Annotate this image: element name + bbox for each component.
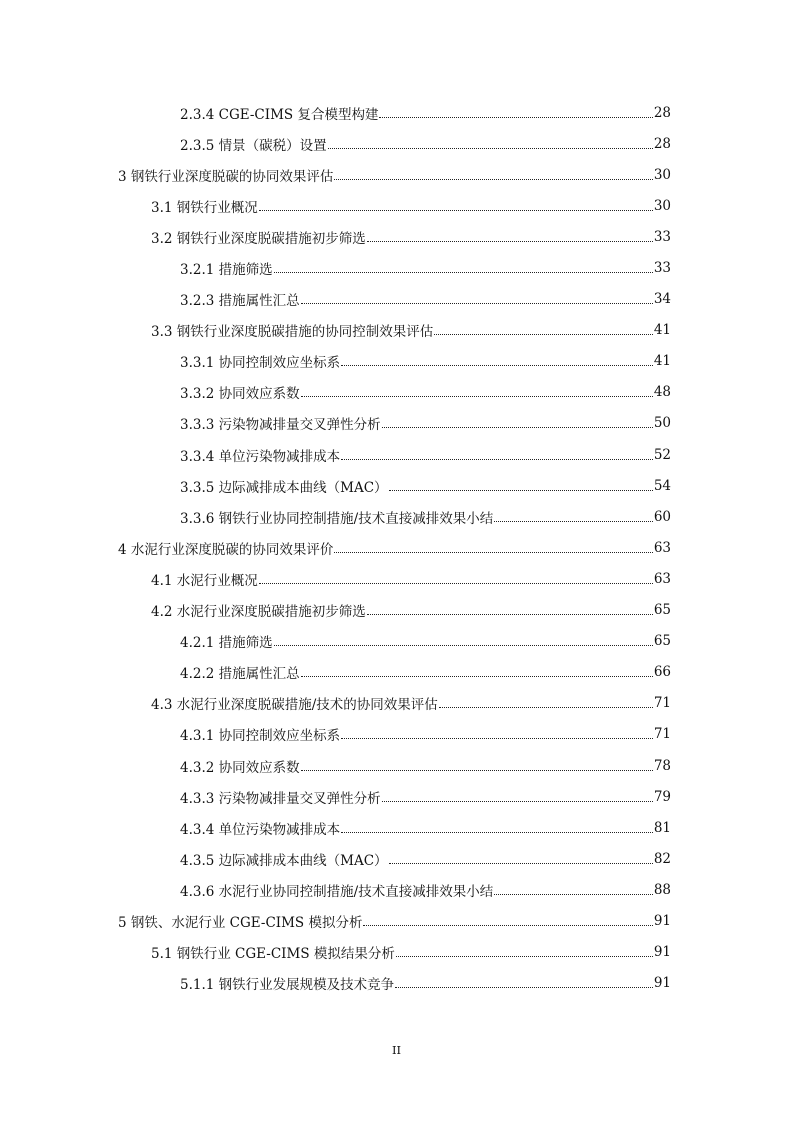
- dot-leader: [367, 240, 653, 242]
- toc-entry-page: 82: [653, 850, 671, 867]
- toc-entry[interactable]: [0, 812, 793, 843]
- toc-entry-page: 41: [653, 353, 671, 370]
- toc-entry[interactable]: [0, 128, 793, 159]
- toc-entry-page: 91: [653, 944, 671, 961]
- toc-entry-page: 79: [653, 788, 671, 805]
- toc-entry[interactable]: [0, 284, 793, 315]
- toc-entry[interactable]: [0, 719, 793, 750]
- toc-entry-page: 41: [653, 322, 671, 339]
- toc-entry-title: 3.3.6 钢铁行业协同控制措施/技术直接减排效果小结: [180, 510, 494, 527]
- dot-leader: [301, 302, 653, 304]
- toc-entry[interactable]: [0, 377, 793, 408]
- toc-entry[interactable]: [0, 190, 793, 221]
- toc-entry[interactable]: [0, 905, 793, 936]
- toc-entry[interactable]: [0, 470, 793, 501]
- toc-entry-title: 4.3.6 水泥行业协同控制措施/技术直接减排效果小结: [180, 883, 494, 900]
- toc-entry-page: 34: [653, 291, 671, 308]
- toc-entry-title: 4.3.5 边际减排成本曲线（MAC）: [180, 852, 388, 869]
- dot-leader: [494, 520, 653, 522]
- toc-entry-page: 30: [653, 197, 671, 214]
- dot-leader: [259, 582, 653, 584]
- toc-entry-page: 33: [653, 228, 671, 245]
- dot-leader: [274, 644, 653, 646]
- toc-entry[interactable]: [0, 781, 793, 812]
- toc-entry[interactable]: [0, 252, 793, 283]
- dot-leader: [334, 178, 652, 180]
- toc-entry[interactable]: [0, 501, 793, 532]
- table-of-contents: [0, 97, 793, 999]
- dot-leader: [301, 769, 653, 771]
- toc-entry-title: 4.2.1 措施筛选: [180, 635, 273, 652]
- dot-leader: [367, 613, 653, 615]
- toc-entry[interactable]: [0, 626, 793, 657]
- toc-entry-title: 4.3 水泥行业深度脱碳措施/技术的协同效果评估: [151, 697, 438, 714]
- toc-entry-title: 5 钢铁、水泥行业 CGE-CIMS 模拟分析: [118, 914, 363, 931]
- toc-entry-title: 3.2 钢铁行业深度脱碳措施初步筛选: [151, 230, 366, 247]
- toc-entry-page: 60: [653, 508, 671, 525]
- toc-entry-page: 52: [653, 446, 671, 463]
- toc-entry[interactable]: [0, 595, 793, 626]
- toc-entry-page: 71: [653, 695, 671, 712]
- toc-entry-title: 3.3 钢铁行业深度脱碳措施的协同控制效果评估: [151, 324, 434, 341]
- toc-entry-title: 4.1 水泥行业概况: [151, 572, 258, 589]
- toc-entry[interactable]: [0, 657, 793, 688]
- toc-entry[interactable]: [0, 874, 793, 905]
- toc-entry-title: 4.3.4 单位污染物减排成本: [180, 821, 341, 838]
- dot-leader: [389, 862, 653, 864]
- toc-entry-title: 3.2.3 措施属性汇总: [180, 293, 300, 310]
- dot-leader: [382, 800, 653, 802]
- dot-leader: [341, 364, 653, 366]
- dot-leader: [301, 675, 653, 677]
- toc-entry[interactable]: [0, 97, 793, 128]
- toc-entry-page: 81: [653, 819, 671, 836]
- toc-entry-page: 65: [653, 633, 671, 650]
- dot-leader: [259, 209, 653, 211]
- dot-leader: [341, 831, 653, 833]
- dot-leader: [301, 395, 653, 397]
- toc-entry-page: 28: [653, 104, 671, 121]
- toc-entry-page: 78: [653, 757, 671, 774]
- toc-entry[interactable]: [0, 439, 793, 470]
- toc-entry-page: 66: [653, 664, 671, 681]
- toc-entry[interactable]: [0, 750, 793, 781]
- toc-entry-page: 30: [653, 166, 671, 183]
- toc-entry-title: 4.2 水泥行业深度脱碳措施初步筛选: [151, 604, 366, 621]
- toc-entry-page: 48: [653, 384, 671, 401]
- dot-leader: [334, 551, 652, 553]
- toc-entry-page: 54: [653, 477, 671, 494]
- toc-entry-title: 3.2.1 措施筛选: [180, 262, 273, 279]
- toc-entry[interactable]: [0, 937, 793, 968]
- toc-entry[interactable]: [0, 843, 793, 874]
- toc-entry-page: 33: [653, 260, 671, 277]
- toc-entry-page: 91: [653, 975, 671, 992]
- toc-entry-title: 4.3.3 污染物减排量交叉弹性分析: [180, 790, 381, 807]
- toc-entry[interactable]: [0, 408, 793, 439]
- toc-entry[interactable]: [0, 688, 793, 719]
- toc-entry[interactable]: [0, 346, 793, 377]
- toc-entry-page: 65: [653, 602, 671, 619]
- toc-entry-page: 91: [653, 912, 671, 929]
- toc-entry[interactable]: [0, 968, 793, 999]
- toc-entry-title: 3.1 钢铁行业概况: [151, 199, 258, 216]
- toc-entry-title: 5.1 钢铁行业 CGE-CIMS 模拟结果分析: [151, 946, 395, 963]
- dot-leader: [379, 116, 652, 118]
- toc-entry-title: 5.1.1 钢铁行业发展规模及技术竞争: [180, 977, 395, 994]
- toc-entry-title: 3.3.2 协同效应系数: [180, 386, 300, 403]
- dot-leader: [382, 426, 653, 428]
- toc-entry-page: 63: [653, 570, 671, 587]
- toc-entry-page: 63: [653, 539, 671, 556]
- toc-entry-title: 3.3.4 单位污染物减排成本: [180, 448, 341, 465]
- toc-entry-page: 71: [653, 726, 671, 743]
- toc-entry[interactable]: [0, 159, 793, 190]
- dot-leader: [494, 893, 653, 895]
- toc-entry-title: 3.3.1 协同控制效应坐标系: [180, 355, 341, 372]
- toc-entry[interactable]: [0, 315, 793, 346]
- toc-entry-title: 4.3.2 协同效应系数: [180, 759, 300, 776]
- toc-entry-title: 3.3.3 污染物减排量交叉弹性分析: [180, 417, 381, 434]
- toc-entry[interactable]: [0, 563, 793, 594]
- toc-entry-title: 2.3.4 CGE-CIMS 复合模型构建: [180, 106, 379, 123]
- dot-leader: [274, 271, 653, 273]
- toc-entry-page: 88: [653, 881, 671, 898]
- dot-leader: [363, 924, 652, 926]
- dot-leader: [434, 333, 653, 335]
- page-number: II: [391, 1043, 402, 1057]
- toc-entry-title: 3 钢铁行业深度脱碳的协同效果评估: [118, 168, 334, 185]
- toc-entry-page: 28: [653, 135, 671, 152]
- toc-entry-title: 4.2.2 措施属性汇总: [180, 666, 300, 683]
- toc-entry[interactable]: [0, 221, 793, 252]
- toc-entry-page: 50: [653, 415, 671, 432]
- dot-leader: [341, 458, 653, 460]
- toc-entry-title: 2.3.5 情景（碳税）设置: [180, 137, 327, 154]
- dot-leader: [341, 737, 653, 739]
- dot-leader: [328, 147, 653, 149]
- dot-leader: [439, 706, 653, 708]
- dot-leader: [395, 986, 653, 988]
- toc-entry-title: 4.3.1 协同控制效应坐标系: [180, 728, 341, 745]
- toc-entry-title: 3.3.5 边际减排成本曲线（MAC）: [180, 479, 388, 496]
- toc-entry[interactable]: [0, 532, 793, 563]
- toc-entry-title: 4 水泥行业深度脱碳的协同效果评价: [118, 541, 334, 558]
- dot-leader: [396, 955, 653, 957]
- dot-leader: [389, 489, 653, 491]
